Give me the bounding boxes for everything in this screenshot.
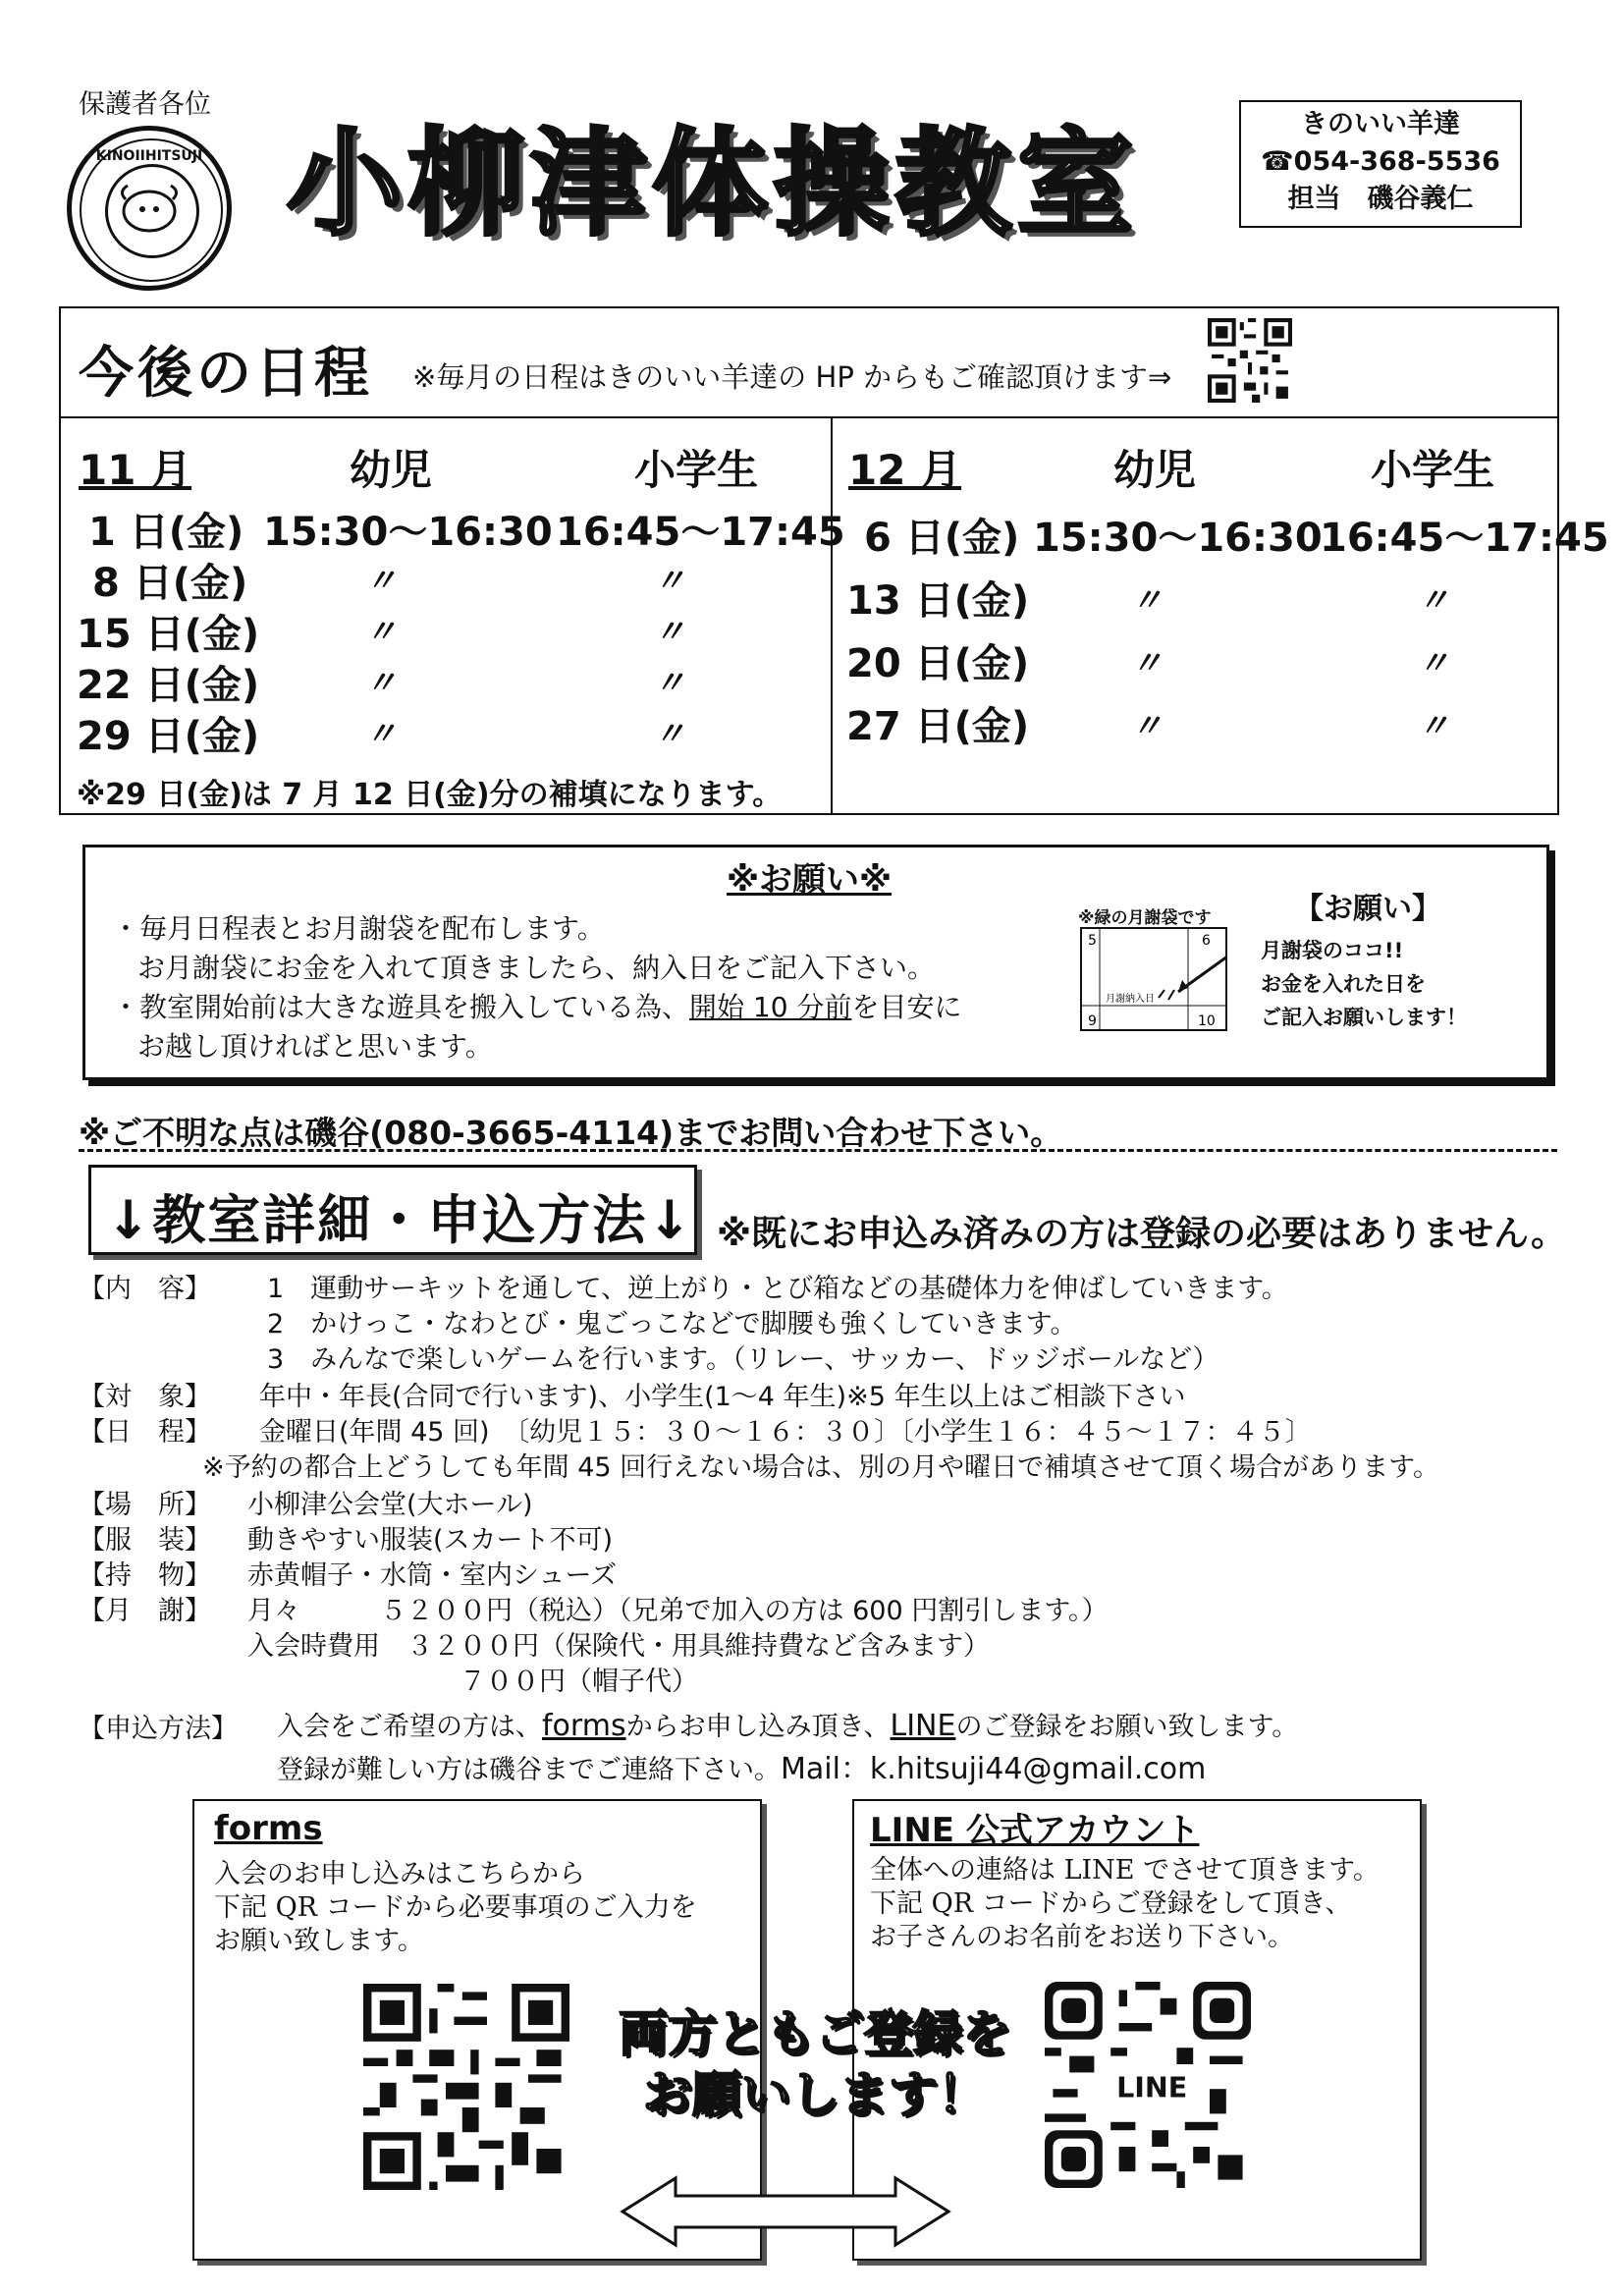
contact-person: 担当 磯谷義仁: [1287, 184, 1474, 214]
nov-infant-2: 〃: [365, 562, 398, 599]
line-title: LINE 公式アカウント: [870, 1811, 1200, 1850]
nov-school-1: 16:45～17:45: [556, 510, 845, 555]
request-title: ※お願い※: [727, 860, 893, 900]
nov-date-4: 22 日(金): [77, 663, 260, 708]
nov-infant-5: 〃: [365, 715, 398, 752]
content-3: 3 みんなで楽しいゲームを行います。（リレー、サッカー、ドッジボールなど）: [267, 1344, 1219, 1375]
apply-1a: 入会をご希望の方は、: [277, 1712, 542, 1742]
nov-date-5: 29 日(金): [77, 714, 260, 759]
schedule-note-text: ※予約の都合上どうしても年間 45 回行えない場合は、別の月や曜日で補填させて頂く場合があります。: [202, 1452, 1439, 1483]
schedule-label: 【日 程】: [79, 1417, 211, 1448]
register-both-line-2: お願いします！: [643, 2066, 987, 2123]
apply-label: 【申込方法】: [79, 1714, 238, 1744]
november-school-col: 小学生: [634, 446, 759, 494]
apply-1c: からお申し込み頂き、: [625, 1712, 891, 1742]
line-line-3: お子さんのお名前をお送り下さい。: [870, 1922, 1294, 1952]
line-qr-label: LINE: [1116, 2070, 1188, 2105]
contact-phone: ☎054-368-5536: [1261, 146, 1500, 177]
apply-line-2: [277, 1744, 1206, 1787]
bag-num-6: 6: [1202, 933, 1211, 949]
nov-infant-1: 15:30～16:30: [263, 510, 553, 555]
forms-line-1: 入会のお申し込みはこちらから: [214, 1859, 585, 1889]
request-start-time: 開始 10 分前: [689, 991, 852, 1023]
schedule-text: 金曜日(年間 45 回) 〔幼児１５：３０～１６：３０〕〔小学生１６：４５～１７：４５〕: [259, 1417, 1312, 1448]
details-note: ※既にお申込み済みの方は登録の必要はありません。: [717, 1214, 1567, 1254]
dec-date-1: 6 日(金): [864, 516, 1020, 561]
request-side-title: 【お願い】: [1294, 892, 1441, 926]
register-both-line-1: 両方ともご登録を: [619, 2005, 1011, 2062]
request-line-2: お月謝袋にお金を入れて頂きましたら、納入日をご記入下さい。: [137, 952, 936, 984]
month-divider: [831, 418, 833, 815]
dec-infant-3: 〃: [1131, 644, 1164, 682]
apply-forms-link[interactable]: forms: [542, 1709, 626, 1743]
line-line-1: 全体への連絡は LINE でさせて頂きます。: [870, 1855, 1380, 1886]
register-both-message: [589, 2003, 1041, 2125]
nov-school-5: 〃: [654, 715, 686, 752]
details-title: ↓教室詳細・申込方法↓: [106, 1189, 694, 1251]
apply-1e: のご登録をお願い致します。: [955, 1712, 1299, 1742]
dress-label: 【服 装】: [79, 1525, 211, 1556]
nov-infant-3: 〃: [365, 613, 398, 650]
logo-text: KINOIIHITSUJI: [95, 148, 203, 164]
dec-school-1: 16:45～17:45: [1320, 516, 1609, 561]
bag-field-label: 月謝納入日: [1106, 994, 1155, 1005]
nov-date-3: 15 日(金): [77, 612, 260, 657]
nov-school-2: 〃: [654, 562, 686, 599]
forms-line-2: 下記 QR コードから必要事項のご入力を: [214, 1892, 697, 1923]
request-line-3a: ・教室開始前は大きな遊具を搬入している為、: [112, 991, 690, 1023]
dec-infant-4: 〃: [1131, 707, 1164, 744]
dec-date-3: 20 日(金): [846, 641, 1030, 686]
schedule-title: 今後の日程: [79, 342, 373, 406]
fee-label: 【月 謝】: [79, 1596, 211, 1626]
schedule-note: ※毎月の日程はきのいい羊達の HP からもご確認頂けます⇒: [412, 360, 1172, 394]
apply-line-link[interactable]: LINE: [890, 1709, 956, 1743]
november-heading: 11 月: [79, 446, 192, 494]
forms-line-3: お願い致します。: [214, 1926, 424, 1956]
recipient: 保護者各位: [79, 89, 211, 120]
nov-school-3: 〃: [654, 613, 686, 650]
nov-date-2: 8 日(金): [92, 561, 248, 606]
apply-line-1: [277, 1705, 1298, 1743]
inquiry-text: ※ご不明な点は磯谷(080-3665-4114)までお問い合わせ下さい。: [79, 1114, 1063, 1152]
nov-infant-4: 〃: [365, 664, 398, 701]
request-line-1: ・毎月日程表とお月謝袋を配布します。: [112, 912, 605, 945]
content-2: 2 かけっこ・なわとび・鬼ごっこなどで脚腰も強くしていきます。: [267, 1309, 1077, 1339]
bag-num-10: 10: [1198, 1013, 1216, 1029]
fee-entry: 入会時費用 ３２００円（保険代・用具維持費など含みます）: [247, 1631, 990, 1662]
forms-qr-code-icon[interactable]: [363, 1984, 569, 2190]
line-line-2: 下記 QR コードからご登録をして頂き、: [870, 1888, 1352, 1919]
dec-date-4: 27 日(金): [846, 704, 1030, 749]
request-side-1: 月謝袋のココ!!: [1261, 939, 1404, 962]
mail-link[interactable]: Mail：k.hitsuji44@gmail.com: [781, 1752, 1207, 1786]
envelope-illustration: [1080, 927, 1227, 1031]
contact-box: [1239, 100, 1522, 228]
content-1: 1 運動サーキットを通して、逆上がり・とび箱などの基礎体力を伸ばしていきます。: [267, 1274, 1288, 1304]
request-line-4: お越し頂ければと思います。: [137, 1030, 493, 1063]
request-line-3: [112, 986, 961, 1025]
bag-num-5: 5: [1088, 933, 1097, 949]
apply-2: 登録が難しい方は磯谷までご連絡下さい。: [277, 1755, 781, 1785]
forms-title: forms: [214, 1809, 323, 1848]
request-line-3c: を目安に: [851, 991, 962, 1023]
dec-date-2: 13 日(金): [846, 578, 1030, 624]
double-arrow-icon: [619, 2174, 952, 2249]
nov-school-4: 〃: [654, 664, 686, 701]
request-side-3: ご記入お願いします！: [1261, 1006, 1467, 1029]
items-label: 【持 物】: [79, 1560, 211, 1591]
bag-num-9: 9: [1088, 1013, 1097, 1029]
dec-infant-1: 15:30～16:30: [1033, 516, 1323, 561]
dec-school-4: 〃: [1418, 707, 1450, 744]
contact-org: きのいい羊達: [1301, 109, 1460, 139]
sheep-icon: [72, 131, 227, 286]
place-label: 【場 所】: [79, 1490, 211, 1520]
dec-infant-2: 〃: [1131, 581, 1164, 619]
dashed-divider: [79, 1149, 1557, 1152]
bag-label: ※緑の月謝袋です: [1078, 908, 1212, 928]
page-title: 小柳津体操教室: [287, 116, 1140, 251]
place-text: 小柳津公会堂(大ホール): [247, 1490, 533, 1520]
dec-school-2: 〃: [1418, 581, 1450, 619]
november-footnote: ※29 日(金)は 7 月 12 日(金)分の補填になります。: [77, 778, 783, 812]
items-text: 赤黄帽子・水筒・室内シューズ: [247, 1560, 618, 1591]
dress-text: 動きやすい服装(スカート不可): [247, 1525, 614, 1556]
dec-school-3: 〃: [1418, 644, 1450, 682]
december-heading: 12 月: [848, 446, 962, 494]
line-qr-code-icon[interactable]: [1045, 1982, 1251, 2188]
request-side-2: お金を入れた日を: [1261, 972, 1426, 996]
november-infant-col: 幼児: [350, 446, 433, 494]
december-school-col: 小学生: [1371, 446, 1495, 494]
logo: [67, 126, 232, 291]
december-infant-col: 幼児: [1113, 446, 1197, 494]
fee-hat: ７００円（帽子代）: [460, 1667, 698, 1697]
content-label: 【内 容】: [79, 1274, 211, 1304]
target-text: 年中・年長(合同で行います)、小学生(1～4 年生)※5 年生以上はご相談下さい: [259, 1382, 1186, 1412]
hp-qr-code-icon[interactable]: [1208, 318, 1292, 403]
target-label: 【対 象】: [79, 1382, 211, 1412]
fee-monthly: 月々 ５２００円（税込）（兄弟で加入の方は 600 円割引します。）: [247, 1596, 1109, 1626]
nov-date-1: 1 日(金): [88, 510, 244, 555]
